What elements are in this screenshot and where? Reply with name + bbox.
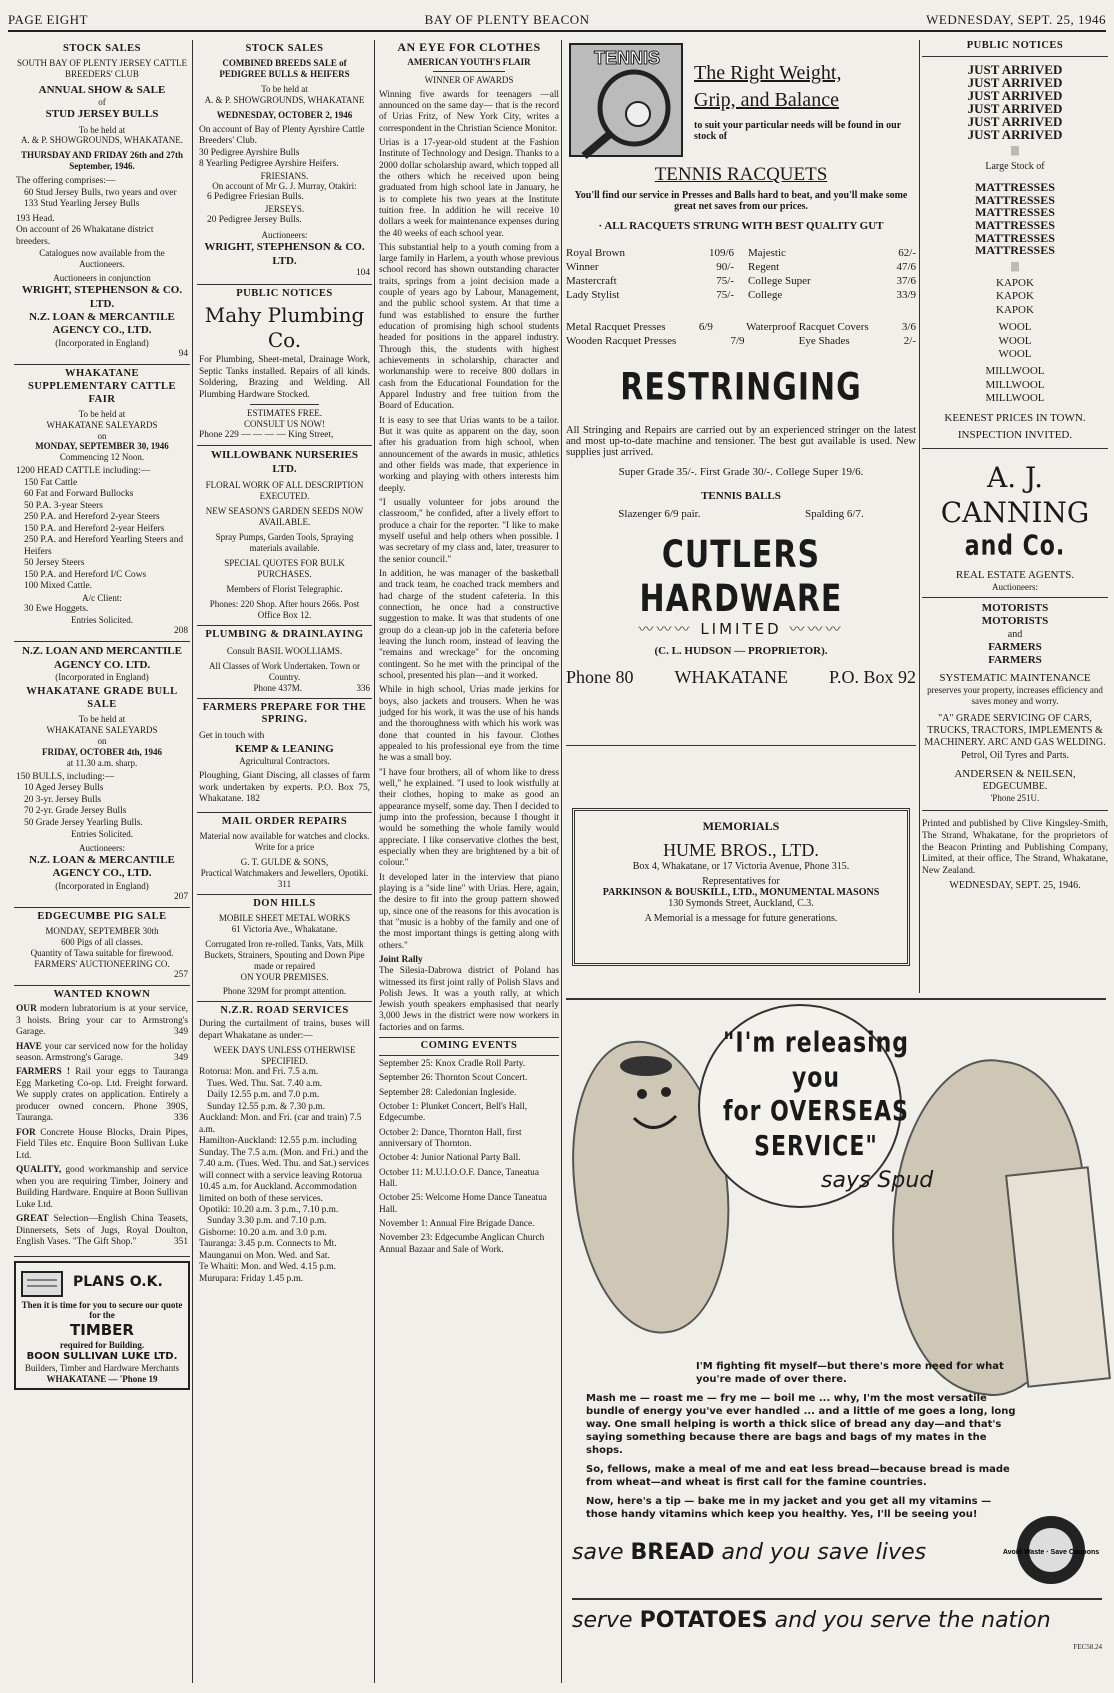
maint: SYSTEMATIC MAINTENANCE — [939, 671, 1091, 684]
timetable-line: Te Whaiti: Mon. and Wed. 4.15 p.m. — [199, 1262, 337, 1273]
maint-text: preserves your property, increases efficiency and saves money and worry. — [927, 685, 1103, 707]
plans-ok-ad — [14, 1261, 190, 1390]
says-spud: says Spud — [821, 1168, 934, 1193]
column-rule — [374, 40, 375, 1683]
paragraph: "I have four brothers, all of whom like to dress well," he explained. "I used to look wistfully at their clothes, hoping to make as good an appearance myself, some day. Then I decided to jump into the profession, because I thought it would be something the whole family would appreciate. I like conservative clothes the best, especially when they are brightened by a bit of colour." — [379, 767, 559, 869]
pigs: 600 Pigs of all classes. — [61, 936, 143, 947]
presses — [566, 320, 916, 348]
wanted-item: OUR modern lubratorium is at your service, 3 hoists. Bring your car to Armstrong's Garage. 349 — [16, 1004, 188, 1038]
just-arrived: JUST ARRIVED — [967, 126, 1063, 142]
spud-copy — [586, 1360, 1026, 1521]
line: 100 Mixed Cattle. — [24, 581, 92, 592]
mahy-text: For Plumbing, Sheet-metal, Drainage Work, Septic Tanks installed. Repairs of all kinds. Soldering, Brazing and Welding. All Plumbing Hardware Stocked. — [199, 355, 370, 400]
firm: WRIGHT, STEPHENSON & CO. LTD. — [204, 241, 365, 267]
copy-para: So, fellows, make a meal of me and eat less bread—because bread is made from wheat—and wheat is first call for the famine countries. — [586, 1464, 1010, 1488]
heading: WANTED KNOWN — [53, 989, 151, 1001]
memorials-ad — [572, 808, 910, 966]
pig-sale-ad — [14, 908, 190, 986]
spray: Spray Pumps, Garden Tools, Spraying materials available. — [215, 532, 354, 554]
price-row: Royal Brown 109/6 — [566, 247, 734, 259]
mattresses: MATTRESSES — [975, 230, 1055, 245]
offering: The offering comprises:— — [16, 176, 116, 187]
column-1 — [14, 40, 190, 1685]
heading: EDGECUMBE PIG SALE — [37, 911, 167, 923]
mattresses: MATTRESSES — [975, 205, 1055, 220]
column-rule — [919, 40, 920, 993]
wool: WOOL — [998, 334, 1032, 347]
heading: STOCK SALES — [245, 43, 324, 54]
firm: G. T. GULDE & SONS, — [240, 857, 329, 868]
bulls: STUD JERSEY BULLS — [45, 108, 159, 121]
addr: Box 4, Whakatane, or 17 Victoria Avenue, Phone 315. — [632, 861, 850, 872]
cutlers: CUTLERS HARDWARE — [639, 533, 843, 621]
edge: EDGECUMBE. — [982, 781, 1048, 793]
column-rule — [561, 40, 562, 1683]
title: COMBINED BREEDS SALE of PEDIGREE BULLS & HEIFERS — [219, 57, 350, 79]
wool: WOOL — [998, 347, 1032, 360]
phones: Phones: 220 Shop. After hours 266s. Post Office Box 12. — [209, 599, 360, 620]
entries: Entries Solicited. — [71, 615, 133, 625]
line: 150 P.A. and Hereford 2-year Heifers — [24, 523, 165, 534]
works: MOBILE SHEET METAL WORKS — [218, 912, 351, 923]
line: 50 Grade Jersey Yearling Bulls. — [24, 817, 143, 828]
heading: WHAKATANE SUPPLEMENTARY CATTLE FAIR — [28, 368, 176, 405]
venue: A. & P. SHOWGROUNDS, WHAKATANE. — [20, 135, 184, 146]
grades: Super Grade 35/-. First Grade 30/-. College Super 19/6. — [618, 466, 864, 478]
paragraph: "I usually volunteer for jobs around the classroom," he confided, after a lively effort to produce a chair for the reporter. "I like to make myself useful and help others when possible. I was secretary of my class and, later, treasurer to the senior council." — [379, 498, 559, 565]
text: Corrugated Iron re-rolled. Tanks, Vats, Milk Buckets, Strainers, Spouting and Down Pipe made or repaired — [204, 938, 365, 971]
kapok: KAPOK — [996, 276, 1034, 289]
account: On account of 26 Whakatane district breeders. — [16, 225, 154, 247]
text: Ploughing, Giant Discing, all classes of farm work undertaken by experts. P.O. Box 75, Whakatane. 182 — [199, 771, 370, 804]
serve-line: serve POTATOES and you serve the nation — [572, 1598, 1102, 1633]
consult: Consult BASIL WOOLLIAMS. — [226, 645, 343, 656]
title1: The Right Weight, — [694, 62, 842, 84]
timetable-line: Opotiki: 10.20 a.m. 3 p.m., 7.10 p.m. — [199, 1204, 339, 1215]
timetable-line: Gisborne: 10.20 a.m. and 3.0 p.m. — [199, 1227, 327, 1238]
phone: WHAKATANE — 'Phone 19 — [46, 1373, 158, 1384]
line: 20 3-yr. Jersey Bulls — [24, 794, 102, 805]
imprint-date: WEDNESDAY, SEPT. 25, 1946. — [949, 880, 1081, 892]
line: 30 Pedigree Ayrshire Bulls — [199, 147, 300, 158]
paragraph: In addition, he was manager of the basketball and track team, he coached track members and had charge of the student cafeteria. In this connection, he once had a constructive suggestion to make. It was that students of one group do a clean-up job in the cafeteria before leaving the lunch room, instead of leaving the "remains and wreckage" for the oncoming contingent. So he met with the principal of the school, presented his plan—and it worked. — [379, 569, 559, 681]
wanted-item: GREAT Selection—English China Teasets, Dinnersets, Sets of Jugs, Royal Doulton, English Vases. "The Gift Shop." 351 — [16, 1214, 188, 1248]
touch: Get in touch with — [199, 731, 265, 742]
wool: WOOL — [998, 321, 1032, 334]
save-line: save BREAD and you save lives — [572, 1540, 927, 1565]
line: 20 Pedigree Jersey Bulls. — [207, 214, 302, 225]
line: 60 Stud Jersey Bulls, two years and over — [24, 187, 177, 198]
account: On account of Bay of Plenty Ayrshire Cattle Breeders' Club. — [199, 124, 365, 147]
num: 257 — [173, 969, 188, 980]
copy-para: I'M fighting fit myself—but there's more need for what you're made of over there. — [696, 1361, 1004, 1385]
auctioneers: Auctioneers: — [261, 230, 308, 241]
venue: A. & P. SHOWGROUNDS, WHAKATANE — [204, 94, 365, 105]
timetable-line: Daily 12.55 p.m. and 7.0 p.m. — [207, 1090, 320, 1101]
price-row: Mastercraft 75/- — [566, 275, 734, 287]
firm2: N.Z. LOAN & MERCANTILE AGENCY CO., LTD. — [29, 853, 175, 880]
racquets: TENNIS RACQUETS — [654, 164, 828, 185]
millwool: MILLWOOL — [985, 365, 1045, 378]
jerseys: JERSEYS. — [264, 203, 305, 214]
price-list — [566, 246, 916, 302]
club: SOUTH BAY OF PLENTY JERSEY CATTLE BREEDERS' CLUB — [17, 57, 187, 79]
timetable-line: Tues. Wed. Thu. Sat. 7.40 a.m. — [207, 1078, 323, 1089]
combined-breeds-ad — [197, 40, 372, 285]
time: Commencing 12 Noon. — [59, 452, 145, 463]
text: Then it is time for you to secure our quote for the — [21, 1299, 183, 1321]
num: 94 — [178, 348, 188, 359]
paragraph: This substantial help to a youth coming from a large family in Harlem, a youth whose previous school record has shown outstanding character traits, springs from a joint decision made a couple of years ago by Labour, Management, and the public school system. At that time a fund was established to ensure the further education of promising high school students headed for positions in the apparel industry. Through this, the students with highest achievements in scholarship, character and workmanship were to receive 800 dollars in cash from the Educational Foundation for the Apparel Industry and free tuition from the Board of Education. — [379, 242, 559, 412]
firm: BOON SULLIVAN LUKE LTD. — [26, 1350, 178, 1362]
wanted-item: HAVE your car serviced now for the holiday season. Armstrong's Garage. 349 — [16, 1041, 188, 1063]
motorists: MOTORISTS — [981, 601, 1049, 614]
copy-para: Now, here's a tip — bake me in my jacket and you get all my vitamins — those handy vitamins which keep you healthy. Yes, I'll be seeing you! — [586, 1496, 992, 1520]
heading: PUBLIC NOTICES — [236, 287, 333, 299]
timetable-line: Sunday 3.30 p.m. and 7.10 p.m. — [207, 1216, 327, 1227]
event-item: October 11: M.U.I.O.O.F. Dance, Taneatua Hall. — [379, 1167, 539, 1189]
price-row: Majestic 62/- — [748, 247, 916, 259]
bubble-text — [716, 1026, 916, 1164]
line: 50 P.A. 3-year Steers — [24, 500, 103, 511]
addr: 61 Victoria Ave., Whakatane. — [231, 923, 338, 934]
event-item: October 1: Plunket Concert, Bell's Hall, Edgecumbe. — [379, 1101, 528, 1124]
friesians: FRIESIANS. — [260, 170, 309, 181]
reps: Representatives for — [702, 876, 780, 887]
grade-bull-sale-ad — [14, 642, 190, 908]
timetable-line: Sunday 12.55 p.m. & 7.30 p.m. — [207, 1101, 325, 1112]
name: WILLOWBANK NURSERIES LTD. — [210, 449, 358, 475]
line: 250 P.A. and Hereford 2-year Steers — [24, 512, 160, 523]
column-rule — [192, 40, 193, 1683]
firm: HUME BROS., LTD. — [663, 840, 819, 860]
num: 104 — [355, 268, 370, 279]
masons: PARKINSON & BOUSKILL, LTD., MONUMENTAL MASONS — [602, 887, 880, 898]
slazenger: Slazenger 6/9 pair. — [618, 508, 701, 520]
timetable-line: Auckland: Mon. and Fri. (car and train) 7.5 a.m. — [199, 1113, 362, 1135]
heading: DON HILLS — [253, 898, 316, 910]
date: FRIDAY, OCTOBER 4th, 1946 — [42, 746, 162, 757]
large-stock: Large Stock of — [985, 160, 1045, 172]
total: 193 Head. — [16, 213, 55, 224]
farmers: FARMERS — [988, 640, 1042, 653]
spalding: Spalding 6/7. — [805, 508, 864, 520]
article-subtitle: AMERICAN YOUTH'S FLAIR — [407, 56, 531, 67]
timetable-line: Rotorua: Mon. and Fri. 7.5 a.m. — [199, 1067, 319, 1078]
drainlaying-ad — [197, 626, 372, 699]
paragraph: It developed later in the interview that piano playing is a "side line" with Urias. Here, again, the desire to fit into the group pattern showed up, since one of the reasons for this avocation is that "music is a hobby of the family and one of the most important things is getting along with others." — [379, 872, 559, 951]
floral: FLORAL WORK OF ALL DESCRIPTION EXECUTED. — [205, 480, 364, 502]
week: WEEK DAYS UNLESS OTHERWISE SPECIFIED. — [213, 1045, 356, 1067]
line: 133 Stud Yearling Jersey Bulls — [24, 199, 140, 210]
timetable-line: Hamilton-Auckland: 12.55 p.m. including Sunday. The 7.5 a.m. (Mon. and Fri.) and the 7.40 a.m. (Tues. Wed. Thu. and Sat.) services will connect with a service leaving Rotorua 10.45 a.m. for Auckland. Accommodation limited on both of these services. — [199, 1136, 369, 1204]
event-item: September 26: Thornton Scout Concert. — [379, 1073, 528, 1084]
date: WEDNESDAY, OCTOBER 2, 1946 — [216, 109, 353, 120]
venue: WHAKATANE SALEYARDS — [46, 724, 158, 735]
wanted-known — [14, 986, 190, 1256]
avoid-waste-badge-icon — [1002, 1510, 1100, 1590]
firm: N.Z. LOAN AND MERCANTILE AGENCY CO. LTD. — [22, 645, 182, 671]
on: on — [97, 430, 107, 441]
mail-order-ad — [197, 813, 372, 895]
phone: 'Phone 251U. — [922, 793, 1108, 811]
heading: WHAKATANE GRADE BULL SALE — [26, 686, 178, 711]
timetable-line: Murupara: Friday 1.45 p.m. — [199, 1273, 304, 1284]
price-row: College Super 37/6 — [748, 275, 916, 287]
imprint: Printed and published by Clive Kingsley-Smith, The Strand, Whakatane, for the proprietors of the Beacon Printing and Publishing Company, Limited, at their office, The Strand, Whakatane, New Zealand. — [922, 819, 1108, 876]
bubble-line-3: SERVICE" — [754, 1130, 878, 1162]
tennis-ad — [566, 40, 916, 746]
inc: (Incorporated in England) — [55, 672, 149, 683]
line: 250 P.A. and Hereford Yearling Steers and Heifers — [24, 535, 184, 557]
dates: THURSDAY AND FRIDAY 26th and 27th September, 1946. — [21, 150, 183, 172]
of: of — [98, 97, 106, 108]
req: required for Building. — [59, 1339, 145, 1350]
press-row: Wooden Racquet Presses 7/9 Eye Shades 2/- — [566, 335, 916, 347]
tennis-racquet-icon — [566, 40, 686, 160]
firm: ANDERSEN & NEILSEN, — [954, 767, 1076, 780]
spud-ad — [566, 998, 1106, 1655]
motorists: MOTORISTS — [981, 615, 1049, 628]
phone-line: Phone 437M. 336 — [253, 682, 370, 693]
inc2: (Incorporated in England) — [55, 880, 149, 891]
heading: STOCK SALES — [63, 43, 141, 54]
kapok: KAPOK — [996, 290, 1034, 303]
event-item: October 25: Welcome Home Dance Taneatua Hall. — [379, 1193, 547, 1215]
event-item: October 4: Junior National Party Ball. — [379, 1153, 521, 1164]
text: During the curtailment of trains, buses will depart Whakatane as under:— — [199, 1019, 370, 1041]
classes: All Classes of Work Undertaken. Town or Country. — [208, 660, 361, 682]
murray: On account of Mr G. J. Murray, Otakiri: — [212, 181, 357, 192]
copy-para: Mash me — roast me — fry me — boil me ... why, I'm the most versatile bundle of energy you've ever handled ... and a little of me goes a long, long way. One small helping is worth a thick slice of bread any day—and that's saying something because there are bags and bags of my mates in the shops. — [586, 1393, 1016, 1456]
event-item: October 2: Dance, Thornton Hall, first anniversary of Thornton. — [379, 1127, 522, 1149]
balls-prices — [566, 508, 916, 520]
millwool: MILLWOOL — [985, 378, 1045, 391]
free: ESTIMATES FREE. — [246, 408, 322, 419]
agents: REAL ESTATE AGENTS. — [955, 568, 1075, 581]
nzr-road-services — [197, 1002, 372, 1289]
rally-heading: Joint Rally — [379, 954, 423, 965]
event-item: November 1: Annual Fire Brigade Dance. — [379, 1218, 535, 1229]
auctioneers: Auctioneers: — [79, 842, 125, 853]
line: 60 Fat and Forward Bullocks — [24, 489, 134, 500]
premises: ON YOUR PREMISES. — [240, 971, 329, 982]
price-row: Regent 47/6 — [748, 261, 916, 273]
date: MONDAY, SEPTEMBER 30th — [45, 925, 159, 936]
grade: "A" GRADE SERVICING OF CARS, TRUCKS, TRACTORS, IMPLEMENTS & MACHINERY. ARC AND GAS WELDING. Petrol, Oil Tyres and Parts. — [924, 713, 1106, 761]
client: A/c Client: — [82, 592, 122, 603]
time: at 11.30 a.m. sharp. — [66, 757, 138, 768]
held: To be held at — [78, 124, 126, 135]
title2: Grip, and Balance — [694, 89, 839, 111]
intro: 150 BULLS, including:— — [16, 771, 115, 782]
wanted-item: QUALITY, good workmanship and service when you are requiring Timber, Joinery and Building Hardware. Enquire at Boon Sullivan Luke Ltd. — [16, 1165, 188, 1210]
member: Members of Florist Telegraphic. — [226, 584, 343, 595]
just-arrived: JUST ARRIVED — [967, 61, 1063, 77]
restring-text: All Stringing and Repairs are carried out by an experienced stringer on the latest and most up-to-date machine and tensioner. The best gut available is used. New supplies just arrived. — [566, 425, 916, 458]
page-number: PAGE EIGHT — [8, 12, 88, 27]
kapok: KAPOK — [996, 303, 1034, 316]
canning-co: and Co. — [964, 530, 1066, 562]
line: 150 Fat Cattle — [24, 477, 78, 488]
paragraph: Winning five awards for teenagers —all announced on the same day— that is the record of Urias Fritz, of New York City, writes a correspondent in the Christian Science Monitor. — [379, 89, 559, 134]
price-row: Winner 90/- — [566, 261, 734, 273]
badge-text: Avoid Waste · Save Coupons — [1002, 1549, 1100, 1556]
hoggets: 30 Ewe Hoggets. — [24, 603, 89, 614]
price-row: Lady Stylist 75/- — [566, 289, 734, 301]
title: PLANS O.K. — [73, 1273, 163, 1290]
held: To be held at — [78, 713, 126, 724]
supplementary-fair-ad — [14, 365, 190, 642]
heading: MAIL ORDER REPAIRS — [221, 816, 348, 828]
consult: CONSULT US NOW! — [243, 419, 325, 430]
column-3-article — [379, 40, 559, 1685]
farmers: FARMERS — [988, 654, 1042, 667]
num: 207 — [173, 891, 188, 902]
just-arrived: JUST ARRIVED — [967, 100, 1063, 116]
firm: KEMP & LEANING — [235, 742, 334, 755]
heading: FARMERS PREPARE FOR THE SPRING. — [202, 701, 367, 726]
wanted-item: FARMERS ! Rail your eggs to Tauranga Egg Marketing Co-op. Ltd. Freight forward. We supply crates on application. Entirely a producer owned concern. Phone 390S, Tauranga. 336 — [16, 1067, 189, 1124]
heading: PLUMBING & DRAINLAYING — [205, 628, 364, 640]
heading: MEMORIALS — [702, 819, 780, 833]
millwool: MILLWOOL — [985, 392, 1045, 405]
conj: Auctioneers in conjunction — [53, 273, 151, 284]
desc: Practical Watchmakers and Jewellers, Opotiki. 311 — [200, 868, 369, 890]
tawa: Quantity of Tawa suitable for firewood. — [30, 947, 174, 958]
phone: Phone 229 — — — — King Street, — [199, 430, 334, 440]
timetable-line: Tauranga: 3.45 p.m. Connects to Mt. Maunganui on Mon. Wed. and Sat. — [199, 1239, 337, 1261]
line: 10 Aged Jersey Bulls — [24, 783, 104, 794]
mattresses: MATTRESSES — [975, 243, 1055, 258]
column-2 — [197, 40, 372, 1685]
line: 70 2-yr. Grade Jersey Bulls — [24, 806, 127, 817]
firm2: N.Z. LOAN & MERCANTILE AGENCY CO., LTD. — [29, 310, 175, 337]
don-hills-ad — [197, 895, 372, 1002]
event-item: November 23: Edgecumbe Anglican Church Annual Bazaar and Sale of Work. — [379, 1233, 545, 1255]
write: Write for a price — [254, 842, 315, 853]
masthead — [8, 12, 1106, 32]
intro: 1200 HEAD CATTLE including:— — [16, 466, 151, 477]
held: To be held at — [261, 83, 308, 94]
auct: Auctioneers: — [922, 582, 1108, 598]
event-item: September 28: Caledonian Ingleside. — [379, 1087, 517, 1098]
keen: KEENEST PRICES IN TOWN. — [944, 411, 1086, 424]
firm: FARMERS' AUCTIONEERING CO. — [34, 958, 170, 969]
article-kicker: WINNER OF AWARDS — [424, 74, 514, 85]
heading: PUBLIC NOTICES — [922, 40, 1108, 57]
farmers-spring-ad — [197, 699, 372, 814]
ad-code: FEC58.24 — [1073, 1643, 1102, 1651]
balls: TENNIS BALLS — [701, 490, 781, 502]
suit: to suit your particular needs will be found in our stock of — [694, 120, 901, 142]
msg: A Memorial is a message for future generations. — [644, 913, 838, 924]
quotes: SPECIAL QUOTES FOR BULK PURCHASES. — [224, 558, 345, 580]
wanted-item: FOR Concrete House Blocks, Drain Pipes, Field Tiles etc. Enquire Boon Sullivan Luke Ltd. — [16, 1127, 188, 1161]
firm1: WRIGHT, STEPHENSON & CO. LTD. — [21, 284, 183, 310]
mattresses: MATTRESSES — [975, 217, 1055, 232]
strung: · ALL RACQUETS STRUNG WITH BEST QUALITY GUT — [598, 220, 884, 232]
just-arrived: JUST ARRIVED — [967, 113, 1063, 129]
street: 130 Symonds Street, Auckland, C.3. — [668, 898, 814, 909]
plans-illustration-icon — [19, 1266, 67, 1300]
stock-sales-jersey-ad — [14, 40, 190, 365]
restringing: RESTRINGING — [620, 365, 862, 410]
seeds: NEW SEASON'S GARDEN SEEDS NOW AVAILABLE. — [205, 506, 364, 528]
num: 208 — [173, 625, 188, 636]
heading: N.Z.R. ROAD SERVICES — [220, 1004, 349, 1016]
text: Material now available for watches and clocks. — [199, 831, 370, 842]
prop: (C. L. HUDSON — PROPRIETOR). — [654, 645, 828, 657]
event: ANNUAL SHOW & SALE — [38, 83, 166, 96]
mahy-name: Mahy Plumbing Co. — [204, 303, 365, 352]
entries: Entries Solicited. — [71, 829, 133, 839]
line: 8 Yearling Pedigree Ayrshire Heifers. — [199, 159, 339, 170]
issue-date: WEDNESDAY, SEPT. 25, 1946 — [926, 12, 1106, 27]
event-item: September 25: Knox Cradle Roll Party. — [379, 1058, 526, 1069]
contact-line: Phone 80 WHAKATANE P.O. Box 92 — [566, 667, 916, 687]
coming-events-heading: COMING EVENTS — [379, 1037, 559, 1056]
paragraph: While in high school, Urias made jerkins for boys, also jackets and trousers. When he was judged for his work, it was the use of his hands and the thoroughness with which his work was done that counted in his favour. Clothes appealed to his professional eye from the time he was a small boy. — [379, 685, 559, 764]
invite: INSPECTION INVITED. — [922, 429, 1108, 449]
column-5: PUBLIC NOTICES JUST ARRIVED JUST ARRIVED JUST ARRIVED JUST ARRIVED JUST ARRIVED JUST ARRIVED |||| Large Stock of MATTRESSES MATTRESSES MATTRESSES MATTRESSES MATTRESSES MATTRESSES |||| KAPOK KAPOK KAPOK WOOL WOOL WOOL MILLWOOL MILLWOOL MILLWOOL KEENEST PRICES IN TOWN. INSPECTION INVITED. A. J. CANNING and Co. REAL ESTATE AGENTS. Auctioneers: MOTORISTS MOTORISTS and FARMERS FARMERS SYSTEMATIC MAINTENANCE preserves your property, increases efficiency and saves money and worry. "A" GRADE SERVICING OF CARS, TRUCKS, TRACTORS, IMPLEMENTS & MACHINERY. ARC AND GAS WELDING. Petrol, Oil Tyres and Parts. ANDERSEN & NEILSEN, EDGECUMBE. 'Phone 251U. Printed and published by Clive Kingsley-Smith, The Strand, Whakatane, for the proprietors of the Beacon Printing and Publishing Company, Limited, at their office, The Strand, Whakatane, New Zealand. WEDNESDAY, SEPT. 25, 1946. — [922, 40, 1108, 892]
timber: TIMBER — [70, 1321, 134, 1340]
line: 50 Jersey Steers — [24, 558, 85, 569]
date: MONDAY, SEPTEMBER 30, 1946 — [35, 441, 169, 452]
newspaper-title: BAY OF PLENTY BEACON — [424, 12, 590, 27]
mattresses: MATTRESSES — [975, 180, 1055, 195]
just-arrived: JUST ARRIVED — [967, 87, 1063, 103]
catalogues: Catalogues now available from the Auctioneers. — [39, 248, 165, 270]
held: To be held at — [78, 408, 126, 419]
canning: A. J. CANNING — [940, 461, 1090, 529]
phone: Phone 329M for prompt attention. — [222, 985, 347, 996]
limited: 〰〰〰 LIMITED 〰〰〰 — [638, 620, 844, 638]
press-row: Metal Racquet Presses 6/9 Waterproof Racquet Covers 3/6 — [566, 321, 916, 333]
tennis-logo: TENNIS — [594, 48, 661, 68]
just-arrived: JUST ARRIVED — [967, 74, 1063, 90]
and: and — [1007, 628, 1023, 640]
mattresses: MATTRESSES — [975, 192, 1055, 207]
desc: Builders, Timber and Hardware Merchants — [24, 1362, 180, 1373]
inc: (Incorporated in England) — [55, 337, 149, 348]
venue: WHAKATANE SALEYARDS — [46, 419, 158, 430]
article-title: AN EYE FOR CLOTHES — [397, 40, 541, 54]
service: You'll find our service in Presses and Balls hard to beat, and you'll make some great net saves from our prices. — [574, 190, 908, 212]
desc: Agricultural Contractors. — [239, 756, 330, 767]
paragraph: Urias is a 17-year-old student at the Fashion Institute of Technology and Design. Thanks to a 2000 dollar scholarship award, which topped all the others which he received upon being graduated from high school late in January, he is to complete his two years at the Institute tuition free. In addition he will receive 10 dollars a week for maintenance expenses during the 40 weeks of each school year. — [379, 137, 559, 239]
willowbank-ad — [197, 446, 372, 625]
price-row: College 33/9 — [748, 289, 916, 301]
bubble-line-1: "I'm releasing you — [722, 1027, 910, 1094]
rally-text: The Silesia-Dabrowa district of Poland has witnessed its first joint rally of Polish Slavs and Polish Jews. It was a youth rally, at which Jewish youth speakers emphasised that nearly 3,000 Jews in the district were now workers in factories and on farms. — [379, 966, 559, 1033]
on: on — [97, 735, 107, 746]
line: 150 P.A. and Hereford I/C Cows — [24, 569, 147, 580]
line: 6 Pedigree Friesian Bulls. — [207, 192, 304, 203]
bubble-line-2: for OVERSEAS — [722, 1096, 910, 1128]
public-notices-2 — [197, 285, 372, 447]
paragraph: It is easy to see that Urias wants to be a tailor. But it was quite as apparent on the day, soon after his graduation from high school, when announcement of the awards in music, athletics and other fields was made, that experience in working and playing with others interests him deeply. — [379, 415, 559, 494]
